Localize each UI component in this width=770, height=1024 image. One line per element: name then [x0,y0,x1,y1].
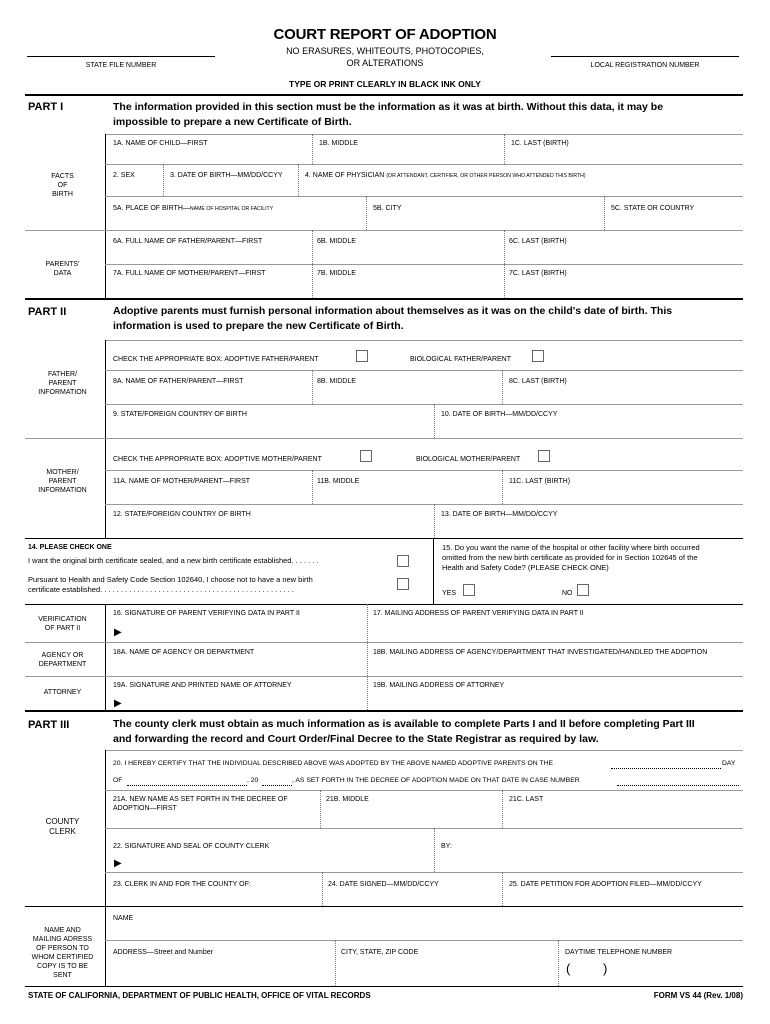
area-code-close-paren: ) [603,961,608,976]
local-registration-number-label: LOCAL REGISTRATION NUMBER [590,62,700,69]
form-title: COURT REPORT OF ADOPTION [273,26,497,43]
field-20-line1: 20. I HEREBY CERTIFY THAT THE INDIVIDUAL DESCRIBED ABOVE WAS ADOPTED BY THE ABOVE NAMED ADOPTIVE PARENTS ON THE [113,760,554,767]
biological-father-checkbox[interactable] [532,350,544,362]
divider [558,940,559,986]
field-19b-label: 19B. MAILING ADDRESS OF ATTORNEY [373,682,505,689]
part1-text-line1: The information provided in this section must be the information as it was at birth. Without this data, it may be [113,101,664,113]
field-18b-label: 18B. MAILING ADDRESS OF AGENCY/DEPARTMENT THAT INVESTIGATED/HANDLED THE ADOPTION [373,649,708,656]
field-15-line2: omitted from the new birth certificate as provided for in Section 102645 of the [442,553,698,562]
field-11c-label: 11C. LAST (BIRTH) [509,478,571,485]
divider [25,438,743,439]
footer-form-number: FORM VS 44 (Rev. 1/08) [653,991,743,1000]
city-state-zip-label: CITY, STATE, ZIP CODE [341,949,419,956]
field-14-option1-label: I want the original birth certificate sealed, and a new birth certificate established. . . . . . . [28,556,319,565]
ink-instruction: TYPE OR PRINT CLEARLY IN BLACK INK ONLY [289,79,481,89]
divider [105,750,743,751]
biological-mother-checkbox[interactable] [538,450,550,462]
divider [105,604,106,710]
state-file-number-label: STATE FILE NUMBER [85,62,157,69]
field-13-label: 13. DATE OF BIRTH—MM/DD/CCYY [441,511,558,518]
field-15-line1: 15. Do you want the name of the hospital or other facility where birth occurred [442,543,700,552]
field-22-label: 22. SIGNATURE AND SEAL OF COUNTY CLERK [113,843,270,850]
field-19a-label: 19A. SIGNATURE AND PRINTED NAME OF ATTORNEY [113,682,292,689]
field-11b-label: 11B. MIDDLE [317,478,360,485]
divider [25,642,743,643]
field-5c-label: 5C. STATE OR COUNTRY [611,205,695,212]
field-5a-label-text: 5A. PLACE OF BIRTH— [113,205,190,212]
divider [25,986,743,987]
divider [320,790,321,828]
divider [434,504,435,538]
seal-original-checkbox[interactable] [397,555,409,567]
divider [434,404,435,438]
part2-text-line1: Adoptive parents must furnish personal information about themselves as it was on the child's date of birth. This [113,305,673,317]
divider [504,134,505,164]
field-4-small: (OR ATTENDANT, CERTIFIER, OR OTHER PERSON WHO ATTENDED THIS BIRTH) [386,173,586,179]
field-6a-label: 6A. FULL NAME OF FATHER/PARENT—FIRST [113,238,263,245]
by-label: BY: [441,843,452,850]
biological-mother-label: BIOLOGICAL MOTHER/PARENT [416,456,521,463]
field-1c-label: 1C. LAST (BIRTH) [511,140,569,147]
attorney-sign-arrow-icon: ▶ [114,698,122,709]
subtitle-line1: NO ERASURES, WHITEOUTS, PHOTOCOPIES, [286,46,484,56]
divider [105,872,743,873]
father-parent-information-label: FATHER/ PARENT INFORMATION [38,371,87,396]
divider [105,404,743,405]
part1-label: PART I [28,101,64,113]
verification-label: VERIFICATION OF PART II [38,616,87,632]
adoption-month-field[interactable] [127,785,247,786]
field-23-label: 23. CLERK IN AND FOR THE COUNTY OF: [113,881,251,888]
adoptive-father-label: CHECK THE APPROPRIATE BOX: ADOPTIVE FATHER/PARENT [113,356,319,363]
field-14-option2-line2: certificate established. . . . . . . . . . . . . . . . . . . . . . . . . . . . . . . . . . . . . . . . . . . . . . . [28,585,294,594]
field-8c-label: 8C. LAST (BIRTH) [509,378,567,385]
divider [25,604,743,605]
field-8b-label: 8B. MIDDLE [317,378,356,385]
divider [105,370,743,371]
divider [105,940,743,941]
field-14-title [28,543,112,552]
field-9-label: 9. STATE/FOREIGN COUNTRY OF BIRTH [113,411,247,418]
adoption-year-field[interactable] [262,785,292,786]
part3-instructions [113,717,743,747]
field-7b-label: 7B. MIDDLE [317,270,356,277]
field-15-line3: Health and Safety Code? (PLEASE CHECK ONE) [442,563,609,572]
divider [312,470,313,504]
divider [25,230,743,231]
field-12-label: 12. STATE/FOREIGN COUNTRY OF BIRTH [113,511,251,518]
divider [105,196,743,197]
field-4-label-text: 4. NAME OF PHYSICIAN [305,172,385,179]
divider [298,164,299,196]
divider [434,828,435,872]
divider [312,230,313,264]
send-copy-to-label: NAME AND MAILING ADRESS OF PERSON TO WHOM CERTIFIED COPY IS TO BE SENT [31,927,94,979]
part1-top-rule [25,94,743,96]
divider [105,470,743,471]
field-6b-label: 6B. MIDDLE [317,238,356,245]
part2-instructions [113,304,743,334]
field-14-title-text: 14. PLEASE CHECK ONE [28,544,112,551]
adoption-day-field[interactable] [611,768,721,769]
divider [312,264,313,298]
divider [335,940,336,986]
divider [105,340,743,341]
divider [502,790,503,828]
no-new-certificate-checkbox[interactable] [397,578,409,590]
divider [105,504,743,505]
divider [366,196,367,230]
part1-text-line2: impossible to prepare a new Certificate of Birth. [113,116,352,128]
part2-text-line2: information is used to prepare the new Certificate of Birth. [113,320,404,332]
field-1b-label: 1B. MIDDLE [319,140,358,147]
divider [105,134,743,135]
part3-text-line2: and forwarding the record and Court Order/Final Decree to the State Registrar as required by law. [113,733,599,745]
divider [502,370,503,404]
footer-department: STATE OF CALIFORNIA, DEPARTMENT OF PUBLIC HEALTH, OFFICE OF VITAL RECORDS [28,991,371,1000]
field-1a-label: 1A. NAME OF CHILD—FIRST [113,140,208,147]
divider [367,604,368,710]
part3-top-rule [25,710,743,712]
daytime-phone-label: DAYTIME TELEPHONE NUMBER [565,949,673,956]
name-label: NAME [113,915,134,922]
field-10-label: 10. DATE OF BIRTH—MM/DD/CCYY [441,411,558,418]
field-21a-line2: ADOPTION—FIRST [113,805,177,812]
local-registration-number-field[interactable] [551,56,739,57]
omit-hospital-no-checkbox[interactable] [577,584,589,596]
area-code-open-paren: ( [566,961,571,976]
adoptive-mother-label: CHECK THE APPROPRIATE BOX: ADOPTIVE MOTHER/PARENT [113,456,322,463]
field-5a-label [113,204,273,214]
field-21a-label [113,795,288,813]
field-18a-label: 18A. NAME OF AGENCY OR DEPARTMENT [113,649,255,656]
divider [322,872,323,906]
field-15-question [442,543,742,573]
part3-text-line1: The county clerk must obtain as much information as is available to complete Parts I and II before completing Part III [113,718,695,730]
divider [163,164,164,196]
field-7c-label: 7C. LAST (BIRTH) [509,270,567,277]
field-5a-small: NAME OF HOSPITAL OR FACILITY [189,206,274,212]
divider [105,164,743,165]
field-20-year-label: , 20 [247,777,259,784]
mother-parent-information-label: MOTHER/ PARENT INFORMATION [38,469,87,494]
omit-hospital-yes-checkbox[interactable] [463,584,475,596]
parents-data-label: PARENTS' DATA [45,261,80,277]
subtitle-line2: OR ALTERATIONS [346,58,424,68]
field-21a-line1: 21A. NEW NAME AS SET FORTH IN THE DECREE OF [113,796,288,803]
field-21c-label: 21C. LAST [509,796,544,803]
field-24-label: 24. DATE SIGNED—MM/DD/CCYY [328,881,439,888]
field-3-label: 3. DATE OF BIRTH—MM/DD/CCYY [170,172,283,179]
field-14-option2-label [28,575,313,595]
field-14-option2-line1: Pursuant to Health and Safety Code Section 102640, I choose not to have a new birth [28,575,313,584]
field-21b-label: 21B. MIDDLE [326,796,369,803]
facts-of-birth-label: FACTS OF BIRTH [51,173,74,198]
yes-label: YES [442,590,457,597]
agency-department-label: AGENCY OR DEPARTMENT [38,652,87,668]
divider [105,264,743,265]
field-5b-label: 5B. CITY [373,205,402,212]
attorney-label: ATTORNEY [43,689,82,696]
part3-left-rule [105,750,106,986]
adoptive-father-checkbox[interactable] [356,350,368,362]
field-7a-label: 7A. FULL NAME OF MOTHER/PARENT—FIRST [113,270,266,277]
divider [312,370,313,404]
field-20-rest: , AS SET FORTH IN THE DECREE OF ADOPTION MADE ON THAT DATE IN CASE NUMBER [292,777,580,784]
divider [25,906,743,907]
divider [504,264,505,298]
divider [502,470,503,504]
divider [504,230,505,264]
field-16-label: 16. SIGNATURE OF PARENT VERIFYING DATA IN PART II [113,610,300,617]
field-6c-label: 6C. LAST (BIRTH) [509,238,567,245]
adoptive-mother-checkbox[interactable] [360,450,372,462]
divider [502,872,503,906]
divider [312,134,313,164]
part1-instructions [113,100,743,130]
part1-left-rule [105,134,106,298]
field-2-label: 2. SEX [113,172,135,179]
no-label: NO [562,590,573,597]
field-20-of-label: OF [113,777,123,784]
divider [25,676,743,677]
divider [604,196,605,230]
part2-label: PART II [28,306,67,318]
field-8a-label: 8A. NAME OF FATHER/PARENT—FIRST [113,378,244,385]
part2-top-rule [25,298,743,300]
field-25-label: 25. DATE PETITION FOR ADOPTION FILED—MM/DD/CCYY [509,881,702,888]
field-17-label: 17. MAILING ADDRESS OF PARENT VERIFYING DATA IN PART II [373,610,584,617]
clerk-sign-arrow-icon: ▶ [114,858,122,869]
sign-here-arrow-icon: ▶ [114,627,122,638]
divider [25,538,743,539]
divider [105,828,743,829]
case-number-field[interactable] [617,785,739,786]
part3-label: PART III [28,719,70,731]
field-11a-label: 11A. NAME OF MOTHER/PARENT—FIRST [113,478,251,485]
field-4-label [305,171,586,181]
field-20-day-label: DAY [722,760,736,767]
state-file-number-field[interactable] [27,56,215,57]
divider [433,538,434,604]
divider [105,790,743,791]
county-clerk-label: COUNTY CLERK [45,817,80,836]
address-label: ADDRESS—Street and Number [113,949,213,956]
biological-father-label: BIOLOGICAL FATHER/PARENT [410,356,512,363]
